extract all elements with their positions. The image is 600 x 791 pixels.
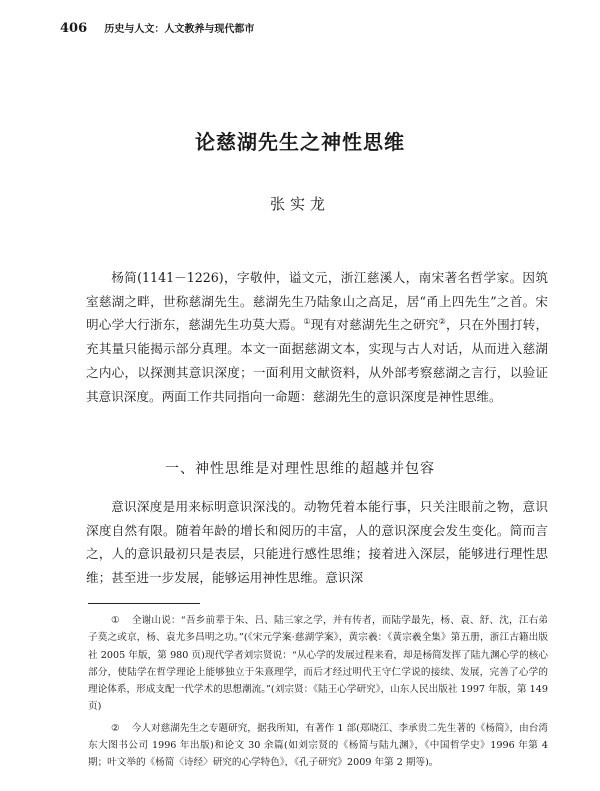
- section-heading: 一、神性思维是对理性思维的超越并包容: [165, 461, 435, 477]
- intro-text-rest: ，只在外围打转，充其量只能揭示部分真理。本文一面据慈湖文本，实现与古人对话，从而进入慈湖之内心，以探测其意识深度；一面利用文献资料，从外部考察慈湖之言行，以验证其意识深度。两面工作共同指向一命题：慈湖先生的意识深度是神性思维。: [86, 317, 549, 404]
- article-title: 论慈湖先生之神性思维: [195, 130, 405, 154]
- intro-text: 杨简(1141－1226)，字敬仲，谥文元，浙江慈溪人，南宋著名哲学家。因筑室慈湖之畔，世称慈湖先生。慈湖先生乃陆象山之高足，居“甬上四先生”之首。宋明心学大行浙东，慈湖先生功莫大焉。: [86, 270, 548, 333]
- footnote-text: 今人对慈湖先生之专题研究，据我所知，有著作 1 部(郑晓江、李承贵二先生著的《杨简》，由台湾东大图书公司 1996 年出版)和论文 30 余篇(如刘宗贤的《杨简与陆九渊》，《中国哲学史》1996 年第 4 期；叶文举的《杨简〈诗经〉研究的心学特色》，《孔子研究》2009 年第 2 期等)。: [88, 722, 548, 769]
- footnote-mark: ①: [111, 615, 120, 626]
- page-number: 406: [60, 21, 88, 36]
- running-head: [60, 20, 560, 38]
- footnote-ref-1[interactable]: ①: [303, 317, 311, 327]
- running-head-text: 历史与人文：人文教养与现代都市: [104, 24, 255, 35]
- footnote-2: [88, 720, 548, 772]
- footnote-mark: ②: [111, 722, 120, 734]
- section-paragraph: 意识深度是用来标明意识深浅的。动物凭着本能行事，只关注眼前之物，意识深度自然有限。随着年龄的增长和阅历的丰富，人的意识深度会发生变化。简而言之，人的意识最初只是表层，只能进行感性思维；接着进入深层，能够进行理性思维；甚至进一步发展，能够运用神性思维。意识深: [86, 499, 548, 586]
- footnote-ref-2[interactable]: ②: [438, 317, 446, 327]
- footnote-text: 全谢山说：“吾乡前辈于朱、吕、陆三家之学，并有传者，而陆学最先，杨、袁、舒、沈，江右弟子莫之或京，杨、袁尤多昌明之功。”(《宋元学案·慈湖学案》，黄宗羲：《黄宗羲全集》第五册，浙江古籍出版社 2005 年版，第 980 页)现代学者刘宗贤说：“从心学的发展过程来看，却是杨简发挥了陆九渊心学的核心部分，使陆学在哲学理论上能够独立于朱熹理学，而后才经过明代王守仁学说的接续、发展，完善了心学的理论体系，形成支配一代学术的思想潮流。”(刘宗贤：《陆王心学研究》，山东人民出版社 1997 年版，第 149 页): [88, 615, 549, 713]
- footnotes: [88, 612, 548, 772]
- footnote-divider: [88, 603, 200, 604]
- footnote-1: [88, 612, 548, 716]
- intro-paragraph: [86, 266, 548, 408]
- intro-text-mid: 现有对慈湖先生之研究: [310, 317, 439, 333]
- article-author: 张实龙: [269, 195, 330, 213]
